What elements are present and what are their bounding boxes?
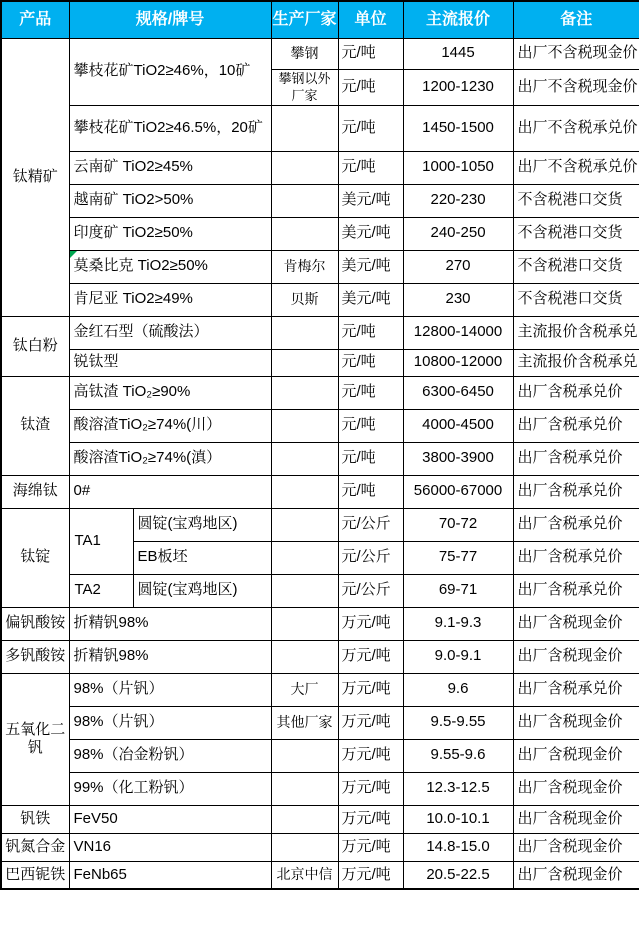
remark-cell[interactable]: 出厂含税现金价: [513, 805, 639, 833]
price-cell[interactable]: 240-250: [403, 217, 513, 250]
manufacturer-cell[interactable]: [271, 541, 338, 574]
table-row: [1, 151, 639, 184]
manufacturer-cell[interactable]: 攀钢: [271, 38, 338, 69]
spec-cell[interactable]: 金红石型（硫酸法）: [69, 316, 271, 349]
spec-cell[interactable]: 99%（化工粉钒）: [69, 772, 271, 805]
table-row: [1, 409, 639, 442]
unit-cell[interactable]: 元/公斤: [338, 508, 403, 541]
table-row: [1, 640, 639, 673]
product-cell[interactable]: 五氧化二钒: [1, 673, 69, 805]
unit-cell[interactable]: 元/吨: [338, 349, 403, 376]
manufacturer-cell[interactable]: [271, 475, 338, 508]
remark-cell[interactable]: 出厂不含税承兑价: [513, 105, 639, 151]
table-row: [1, 833, 639, 861]
unit-cell[interactable]: 万元/吨: [338, 861, 403, 889]
unit-cell[interactable]: 万元/吨: [338, 739, 403, 772]
price-cell[interactable]: 10.0-10.1: [403, 805, 513, 833]
product-cell[interactable]: 钛精矿: [1, 38, 69, 316]
remark-cell[interactable]: 不含税港口交货: [513, 184, 639, 217]
remark-cell[interactable]: 出厂含税现金价: [513, 706, 639, 739]
manufacturer-cell[interactable]: [271, 805, 338, 833]
spec-cell[interactable]: FeV50: [69, 805, 271, 833]
grade-cell[interactable]: TA2: [69, 574, 133, 607]
col-header-price[interactable]: 主流报价: [403, 1, 513, 38]
spec-cell[interactable]: 云南矿 TiO2≥45%: [69, 151, 271, 184]
manufacturer-cell[interactable]: [271, 409, 338, 442]
price-cell[interactable]: 1000-1050: [403, 151, 513, 184]
remark-cell[interactable]: 出厂含税承兑价: [513, 541, 639, 574]
manufacturer-cell[interactable]: [271, 442, 338, 475]
unit-cell[interactable]: 元/吨: [338, 151, 403, 184]
remark-cell[interactable]: 主流报价含税承兑: [513, 316, 639, 349]
table-row: [1, 673, 639, 706]
table-row: [1, 805, 639, 833]
price-cell[interactable]: 75-77: [403, 541, 513, 574]
price-cell[interactable]: 9.6: [403, 673, 513, 706]
spec-cell[interactable]: 攀枝花矿TiO2≥46.5%，20矿: [69, 105, 271, 151]
manufacturer-cell[interactable]: 大厂: [271, 673, 338, 706]
unit-cell[interactable]: 元/吨: [338, 316, 403, 349]
table-row: [1, 508, 639, 541]
spec-cell[interactable]: [69, 250, 271, 283]
spec-cell[interactable]: 98%（冶金粉钒）: [69, 739, 271, 772]
table-row: [1, 283, 639, 316]
unit-cell[interactable]: 美元/吨: [338, 184, 403, 217]
remark-cell[interactable]: 不含税港口交货: [513, 217, 639, 250]
spec-cell[interactable]: 98%（片钒）: [69, 706, 271, 739]
unit-cell[interactable]: 万元/吨: [338, 772, 403, 805]
table-row: [1, 574, 639, 607]
remark-cell[interactable]: 出厂含税承兑价: [513, 574, 639, 607]
price-cell[interactable]: 69-71: [403, 574, 513, 607]
remark-cell[interactable]: 出厂不含税现金价: [513, 69, 639, 105]
remark-cell[interactable]: 出厂含税承兑价: [513, 376, 639, 409]
unit-cell[interactable]: 美元/吨: [338, 283, 403, 316]
product-cell[interactable]: 钛渣: [1, 376, 69, 475]
unit-cell[interactable]: 元/吨: [338, 105, 403, 151]
spec-cell[interactable]: 酸溶渣TiO₂≥74%(川）: [69, 409, 271, 442]
table-row: [1, 739, 639, 772]
manufacturer-cell[interactable]: 其他厂家: [271, 706, 338, 739]
manufacturer-cell[interactable]: [271, 316, 338, 349]
price-cell[interactable]: 20.5-22.5: [403, 861, 513, 889]
remark-cell[interactable]: 出厂不含税承兑价: [513, 151, 639, 184]
spec-cell[interactable]: FeNb65: [69, 861, 271, 889]
remark-cell[interactable]: 出厂含税现金价: [513, 739, 639, 772]
spec-cell[interactable]: 折精钒98%: [69, 640, 271, 673]
spec-cell[interactable]: 肯尼亚 TiO2≥49%: [69, 283, 271, 316]
manufacturer-cell[interactable]: [271, 349, 338, 376]
table-row: [1, 475, 639, 508]
manufacturer-cell[interactable]: 北京中信: [271, 861, 338, 889]
product-cell[interactable]: 偏钒酸铵: [1, 607, 69, 640]
remark-cell[interactable]: 出厂含税现金价: [513, 607, 639, 640]
col-header-product[interactable]: 产品: [1, 1, 69, 38]
manufacturer-cell[interactable]: [271, 640, 338, 673]
remark-cell[interactable]: 出厂含税承兑价: [513, 409, 639, 442]
manufacturer-cell[interactable]: [271, 607, 338, 640]
spec-cell[interactable]: 越南矿 TiO2>50%: [69, 184, 271, 217]
table-row: [1, 607, 639, 640]
table-row: [1, 38, 639, 69]
price-cell[interactable]: 70-72: [403, 508, 513, 541]
price-cell[interactable]: 4000-4500: [403, 409, 513, 442]
manufacturer-cell[interactable]: 肯梅尔: [271, 250, 338, 283]
unit-cell[interactable]: 美元/吨: [338, 250, 403, 283]
price-cell[interactable]: 12800-14000: [403, 316, 513, 349]
unit-cell[interactable]: 元/公斤: [338, 541, 403, 574]
spec-cell[interactable]: 锐钛型: [69, 349, 271, 376]
price-cell[interactable]: 1450-1500: [403, 105, 513, 151]
price-cell[interactable]: 270: [403, 250, 513, 283]
manufacturer-cell[interactable]: [271, 574, 338, 607]
remark-cell[interactable]: 出厂含税现金价: [513, 640, 639, 673]
product-cell[interactable]: 多钒酸铵: [1, 640, 69, 673]
table-row: [1, 316, 639, 349]
product-cell[interactable]: 钒氮合金: [1, 833, 69, 861]
unit-cell[interactable]: 元/吨: [338, 442, 403, 475]
manufacturer-cell[interactable]: [271, 151, 338, 184]
spec-text: 莫桑比克 TiO2≥50%: [73, 257, 208, 275]
spec-cell[interactable]: 98%（片钒）: [69, 673, 271, 706]
unit-cell[interactable]: 万元/吨: [338, 833, 403, 861]
price-cell[interactable]: 6300-6450: [403, 376, 513, 409]
col-header-remark[interactable]: 备注: [513, 1, 639, 38]
table-row: [1, 105, 639, 151]
table-row: [1, 861, 639, 889]
manufacturer-cell[interactable]: [271, 217, 338, 250]
grade-cell[interactable]: TA1: [69, 508, 133, 574]
remark-cell[interactable]: 出厂含税现金价: [513, 772, 639, 805]
price-cell[interactable]: 3800-3900: [403, 442, 513, 475]
spec-cell[interactable]: 0#: [69, 475, 271, 508]
manufacturer-cell[interactable]: 攀钢以外厂家: [271, 69, 338, 105]
product-cell[interactable]: 钒铁: [1, 805, 69, 833]
manufacturer-cell[interactable]: [271, 772, 338, 805]
price-cell[interactable]: 14.8-15.0: [403, 833, 513, 861]
manufacturer-cell[interactable]: [271, 184, 338, 217]
remark-cell[interactable]: 出厂含税承兑价: [513, 508, 639, 541]
price-cell[interactable]: 10800-12000: [403, 349, 513, 376]
remark-cell[interactable]: 出厂不含税现金价: [513, 38, 639, 69]
price-cell[interactable]: 9.5-9.55: [403, 706, 513, 739]
price-cell[interactable]: 1445: [403, 38, 513, 69]
col-header-unit[interactable]: 单位: [338, 1, 403, 38]
unit-cell[interactable]: 元/吨: [338, 376, 403, 409]
table-row: [1, 772, 639, 805]
unit-cell[interactable]: 元/吨: [338, 475, 403, 508]
spec-cell[interactable]: 高钛渣 TiO₂≥90%: [69, 376, 271, 409]
spec-cell[interactable]: 酸溶渣TiO₂≥74%(滇）: [69, 442, 271, 475]
table-row: [1, 706, 639, 739]
table-row: [1, 250, 639, 283]
col-header-manufacturer[interactable]: 生产厂家: [271, 1, 338, 38]
spec-cell[interactable]: 印度矿 TiO2≥50%: [69, 217, 271, 250]
table-row: [1, 184, 639, 217]
spec-cell[interactable]: EB板坯: [133, 541, 271, 574]
unit-cell[interactable]: 元/吨: [338, 38, 403, 69]
table-row: [1, 217, 639, 250]
price-cell[interactable]: 220-230: [403, 184, 513, 217]
remark-cell[interactable]: 出厂含税承兑价: [513, 475, 639, 508]
unit-cell[interactable]: 万元/吨: [338, 706, 403, 739]
spec-cell[interactable]: 折精钒98%: [69, 607, 271, 640]
manufacturer-cell[interactable]: [271, 508, 338, 541]
unit-cell[interactable]: 万元/吨: [338, 640, 403, 673]
header-row: [1, 1, 639, 38]
price-cell[interactable]: 9.1-9.3: [403, 607, 513, 640]
remark-cell[interactable]: 主流报价含税承兑: [513, 349, 639, 376]
unit-cell[interactable]: 万元/吨: [338, 607, 403, 640]
price-cell[interactable]: 230: [403, 283, 513, 316]
remark-cell[interactable]: 出厂含税承兑价: [513, 442, 639, 475]
price-cell[interactable]: 1200-1230: [403, 69, 513, 105]
manufacturer-cell[interactable]: [271, 739, 338, 772]
manufacturer-cell[interactable]: [271, 833, 338, 861]
spec-cell[interactable]: 圆锭(宝鸡地区): [133, 508, 271, 541]
price-cell[interactable]: 9.0-9.1: [403, 640, 513, 673]
table-row: [1, 349, 639, 376]
table-row: [1, 376, 639, 409]
product-cell[interactable]: 钛锭: [1, 508, 69, 607]
price-cell[interactable]: 12.3-12.5: [403, 772, 513, 805]
unit-cell[interactable]: 元/吨: [338, 409, 403, 442]
excel-error-flag-icon: [70, 251, 77, 258]
remark-cell[interactable]: 不含税港口交货: [513, 250, 639, 283]
spec-cell[interactable]: VN16: [69, 833, 271, 861]
remark-cell[interactable]: 出厂含税现金价: [513, 833, 639, 861]
unit-cell[interactable]: 美元/吨: [338, 217, 403, 250]
col-header-spec[interactable]: 规格/牌号: [69, 1, 271, 38]
remark-cell[interactable]: 出厂含税现金价: [513, 861, 639, 889]
product-cell[interactable]: 巴西铌铁: [1, 861, 69, 889]
table-row: [1, 442, 639, 475]
remark-cell[interactable]: 不含税港口交货: [513, 283, 639, 316]
unit-cell[interactable]: 万元/吨: [338, 805, 403, 833]
price-cell[interactable]: 9.55-9.6: [403, 739, 513, 772]
manufacturer-cell[interactable]: [271, 105, 338, 151]
unit-cell[interactable]: 万元/吨: [338, 673, 403, 706]
product-cell[interactable]: 海绵钛: [1, 475, 69, 508]
spec-cell[interactable]: 攀枝花矿TiO2≥46%，10矿: [69, 38, 271, 105]
manufacturer-cell[interactable]: [271, 376, 338, 409]
remark-cell[interactable]: 出厂含税承兑价: [513, 673, 639, 706]
unit-cell[interactable]: 元/公斤: [338, 574, 403, 607]
product-cell[interactable]: 钛白粉: [1, 316, 69, 376]
manufacturer-cell[interactable]: 贝斯: [271, 283, 338, 316]
spec-cell[interactable]: 圆锭(宝鸡地区): [133, 574, 271, 607]
price-cell[interactable]: 56000-67000: [403, 475, 513, 508]
unit-cell[interactable]: 元/吨: [338, 69, 403, 105]
